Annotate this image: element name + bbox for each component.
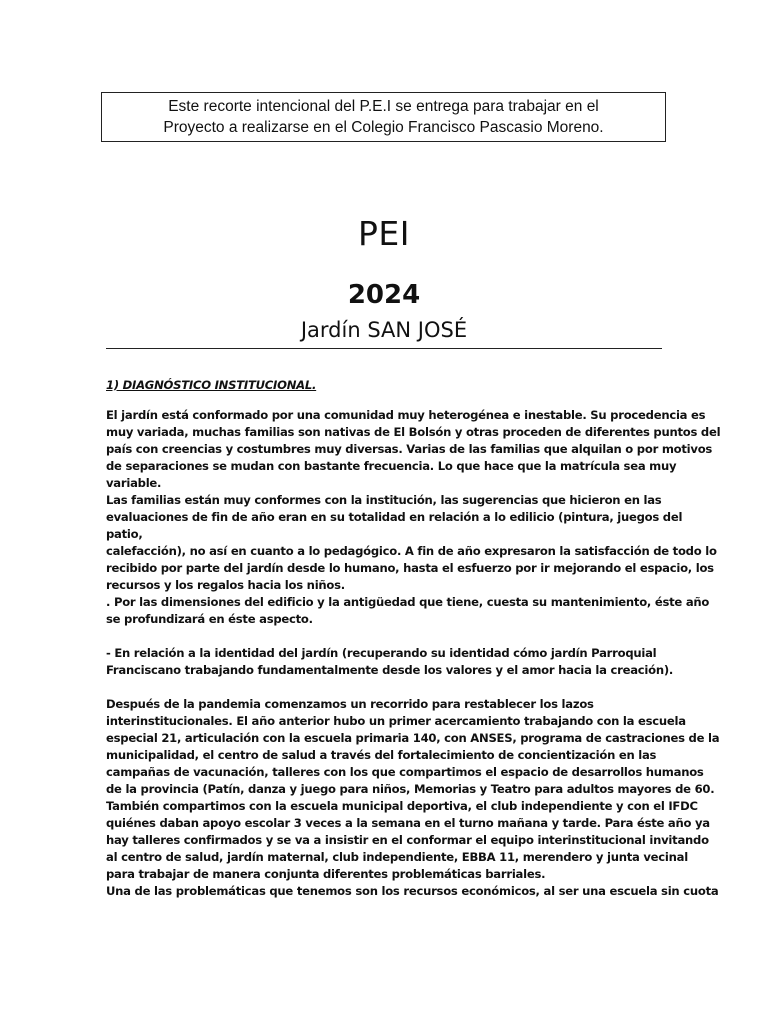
- paragraph-line: municipalidad, el centro de salud a través del fortalecimiento de concientización en las: [106, 748, 657, 762]
- paragraph-gap: [106, 679, 662, 696]
- paragraph-line: país con creencias y costumbres muy diversas. Varias de las familias que alquilan o por motivos: [106, 442, 713, 456]
- paragraph-line: de la provincia (Patín, danza y juego para niños, Memorias y Teatro para adultos mayores de 60.: [106, 782, 715, 796]
- paragraph-line: campañas de vacunación, talleres con los que compartimos el espacio de desarrollos humanos: [106, 765, 704, 779]
- paragraph-line: calefacción), no así en cuanto a lo pedagógico. A fin de año expresaron la satisfacción de todo lo: [106, 544, 717, 558]
- paragraph-line: al centro de salud, jardín maternal, club independiente, EBBA 11, merendero y junta vecinal: [106, 850, 688, 864]
- title-divider: [106, 348, 662, 349]
- paragraph-line: Las familias están muy conformes con la institución, las sugerencias que hicieron en las: [106, 493, 662, 507]
- paragraph-line: muy variada, muchas familias son nativas de El Bolsón y otras proceden de diferentes puntos del: [106, 425, 721, 439]
- paragraph-line: hay talleres confirmados y se va a insistir en el conformar el equipo interinstitucional invitando: [106, 833, 709, 847]
- document-title: PEI: [358, 214, 410, 253]
- paragraph-line: recursos y los regalos hacia los niños.: [106, 578, 345, 592]
- paragraph-community: [106, 407, 721, 628]
- paragraph-line: para trabajar de manera conjunta diferentes problemáticas barriales.: [106, 867, 546, 881]
- paragraph-line: se profundizará en éste aspecto.: [106, 612, 313, 626]
- paragraph-line: quiénes daban apoyo escolar 3 veces a la semana en el turno mañana y tarde. Para éste año ya: [106, 816, 710, 830]
- intro-note-line-2: Proyecto a realizarse en el Colegio Francisco Pascasio Moreno.: [163, 119, 604, 136]
- paragraph-line: interinstitucionales. El año anterior hubo un primer acercamiento trabajando con la escuela: [106, 714, 686, 728]
- paragraph-line: - En relación a la identidad del jardín (recuperando su identidad cómo jardín Parroquial: [106, 646, 657, 660]
- paragraph-line: Franciscano trabajando fundamentalmente desde los valores y el amor hacia la creación).: [106, 663, 674, 677]
- paragraph-gap: [106, 628, 662, 645]
- paragraph-line: recibido por parte del jardín desde lo humano, hasta el esfuerzo por ir mejorando el espacio, los: [106, 561, 714, 575]
- document-year: 2024: [347, 280, 421, 310]
- paragraph-line: evaluaciones de fin de año eran en su totalidad en relación a lo edilicio (pintura, juegos del: [106, 510, 683, 524]
- paragraph-line: Una de las problemáticas que tenemos son los recursos económicos, al ser una escuela sin cuota: [106, 884, 719, 898]
- paragraph-line: El jardín está conformado por una comunidad muy heterogénea e inestable. Su procedencia es: [106, 408, 706, 422]
- intro-note-line-1: Este recorte intencional del P.E.I se entrega para trabajar en el: [168, 98, 599, 115]
- paragraph-interinstitutional: [106, 696, 720, 900]
- intro-note-box: [101, 92, 666, 142]
- paragraph-line: Después de la pandemia comenzamos un recorrido para restablecer los lazos: [106, 697, 594, 711]
- school-name: Jardín SAN JOSÉ: [300, 318, 468, 342]
- document-body: [106, 377, 721, 900]
- paragraph-line: especial 21, articulación con la escuela primaria 140, con ANSES, programa de castraciones de la: [106, 731, 720, 745]
- paragraph-line: de separaciones se mudan con bastante frecuencia. Lo que hace que la matrícula sea muy: [106, 459, 677, 473]
- paragraph-identity: [106, 645, 674, 679]
- paragraph-line: patio,: [106, 527, 143, 541]
- paragraph-line: . Por las dimensiones del edificio y la antigüedad que tiene, cuesta su mantenimiento, éste año: [106, 595, 710, 609]
- section-heading: 1) DIAGNÓSTICO INSTITUCIONAL.: [106, 378, 317, 392]
- paragraph-line: variable.: [106, 476, 162, 490]
- paragraph-line: También compartimos con la escuela municipal deportiva, el club independiente y con el IFDC: [106, 799, 698, 813]
